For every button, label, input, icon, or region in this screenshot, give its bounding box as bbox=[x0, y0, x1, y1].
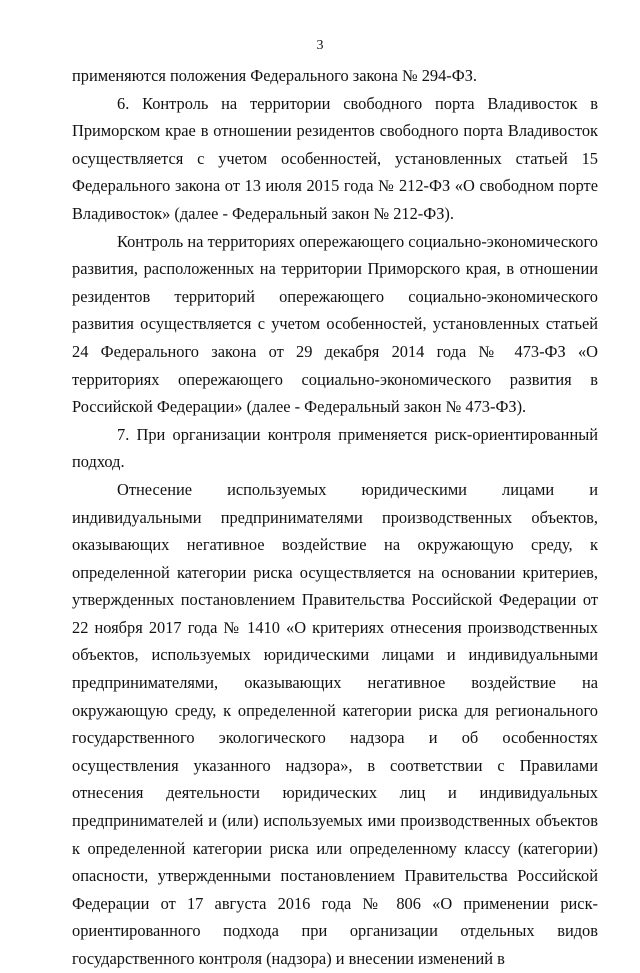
paragraph-advanced-development-territories: Контроль на территориях опережающего социально-экономического развития, расположенных на территории Приморского края, в отношении резидентов территорий опережающего социально-экономического развития осуществляется с учетом особенностей, установленных статьей 24 Федерального закона от 29 декабря 2014 года № 473-ФЗ «О территориях опережающего социально-экономического развития в Российской Федерации» (далее - Федеральный закон № 473-ФЗ). bbox=[72, 231, 598, 417]
document-body bbox=[72, 62, 598, 973]
paragraph-continuation: применяются положения Федерального закона № 294-ФЗ. bbox=[72, 66, 478, 85]
paragraph-item-6: 6. Контроль на территории свободного порта Владивосток в Приморском крае в отношении резидентов свободного порта Владивосток осуществляется с учетом особенностей, установленных статьей 15 Федерального закона от 13 июля 2015 года № 212-ФЗ «О свободном порте Владивосток» (далее - Федеральный закон № 212-ФЗ). bbox=[72, 93, 598, 223]
paragraph-item-7: 7. При организации контроля применяется риск-ориентированный подход. bbox=[72, 424, 598, 472]
page-number: 3 bbox=[316, 38, 324, 53]
paragraph-risk-category: Отнесение используемых юридическими лицами и индивидуальными предпринимателями производственных объектов, оказывающих негативное воздействие на окружающую среду, к определенной категории риска осуществляется на основании критериев, утвержденных постановлением Правительства Российской Федерации от 22 ноября 2017 года № 1410 «О критериях отнесения производственных объектов, используемых юридическими лицами и индивидуальными предпринимателями, оказывающих негативное воздействие на окружающую среду, к определенной категории риска для регионального государственного экологического надзора и об особенностях осуществления указанного надзора», в соответствии с Правилами отнесения деятельности юридических лиц и индивидуальных предпринимателей и (или) используемых ими производственных объектов к определенной категории риска или определенному классу (категории) опасности, утвержденными постановлением Правительства Российской Федерации от 17 августа 2016 года № 806 «О применении риск-ориентированного подхода при организации отдельных видов государственного контроля (надзора) и внесении изменений в bbox=[72, 479, 598, 968]
